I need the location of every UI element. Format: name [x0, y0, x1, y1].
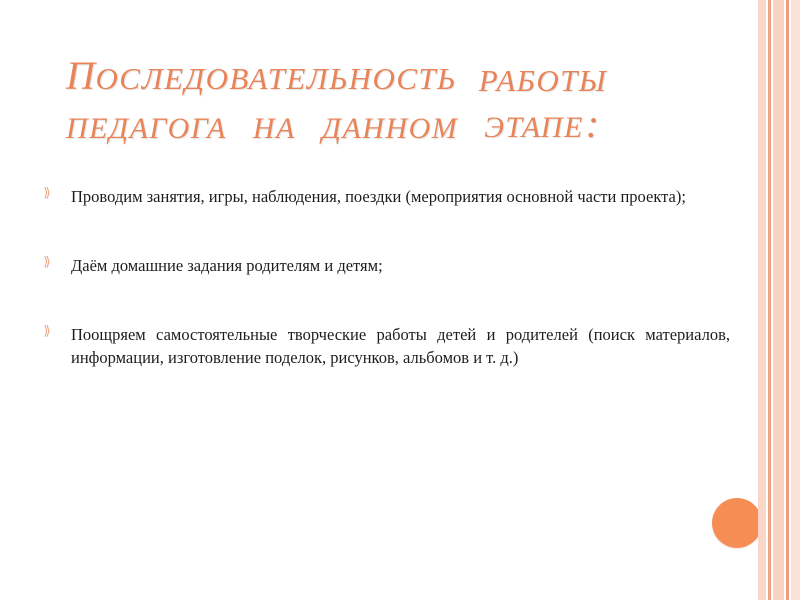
title-colon: :	[585, 101, 600, 146]
title-stage-text: ЭТАПЕ	[484, 111, 584, 144]
bullet-list	[40, 185, 730, 415]
slide-title	[66, 50, 716, 144]
decorative-stripe	[758, 0, 766, 600]
list-item	[40, 254, 730, 277]
decorative-stripe	[768, 0, 771, 600]
list-item-text: Поощряем самостоятельные творческие работы детей и родителей (поиск материалов, информации, изготовление поделок, рисунков, альбомов и т. д.)	[71, 325, 730, 367]
decorative-stripe	[786, 0, 789, 600]
arrow-bullet-icon: ⟫	[43, 186, 51, 201]
title-line-1	[66, 50, 716, 96]
title-word-work: РАБОТЫ	[478, 63, 608, 98]
list-item	[40, 323, 730, 369]
decorative-circle	[712, 498, 762, 548]
list-item-text: Проводим занятия, игры, наблюдения, поездки (мероприятия основной части проекта);	[71, 187, 686, 206]
title-word-this: ДАННОМ	[321, 112, 459, 145]
decorative-stripe	[773, 0, 784, 600]
title-word-at: НА	[252, 112, 296, 145]
title-initial-letter: П	[66, 53, 96, 98]
arrow-bullet-icon: ⟫	[43, 255, 51, 270]
title-first-word-rest: ОСЛЕДОВАТЕЛЬНОСТЬ	[95, 61, 457, 96]
title-line-2	[66, 101, 716, 146]
title-word-teacher: ПЕДАГОГА	[66, 112, 227, 145]
decorative-stripe	[791, 0, 800, 600]
title-word-sequence	[66, 53, 457, 98]
decorative-stripes	[758, 0, 800, 600]
title-word-stage	[484, 101, 600, 146]
list-item	[40, 185, 730, 208]
list-item-text: Даём домашние задания родителям и детям;	[71, 256, 383, 275]
arrow-bullet-icon: ⟫	[43, 324, 51, 339]
